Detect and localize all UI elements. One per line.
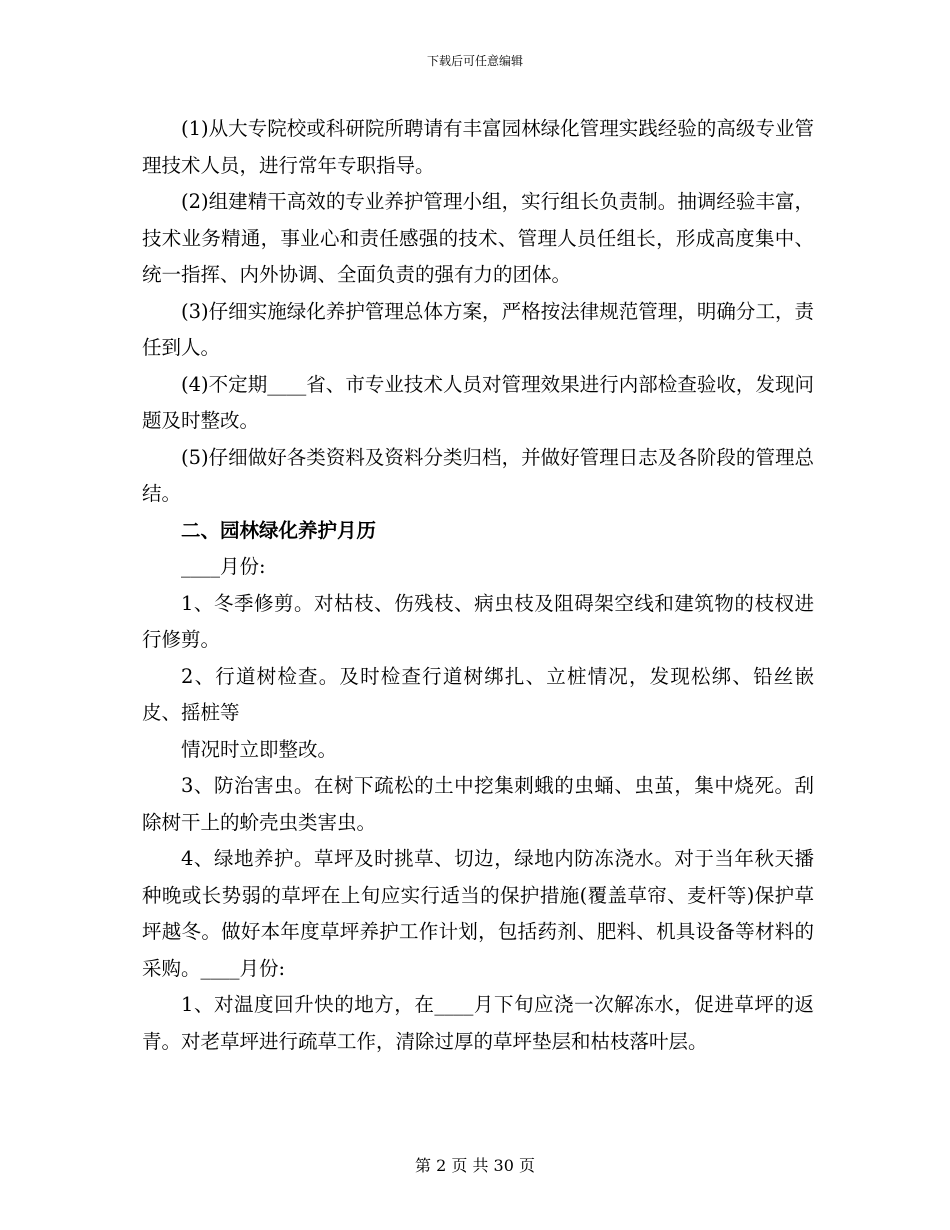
task-street-tree-check: 2、行道树检查。及时检查行道树绑扎、立桩情况，发现松绑、铅丝嵌皮、摇桩等: [142, 664, 814, 724]
paragraph-item-3: (3)仔细实施绿化养护管理总体方案，严格按法律规范管理，明确分工，责任到人。: [142, 299, 814, 359]
paragraph-item-5: (5)仔细做好各类资料及资料分类归档，并做好管理日志及各阶段的管理总结。: [142, 445, 814, 505]
page-footer: 第 2 页 共 30 页: [415, 1156, 535, 1175]
month-label: ____月份:: [181, 555, 266, 578]
paragraph-item-2: (2)组建精干高效的专业养护管理小组，实行组长负责制。抽调经验丰富，技术业务精通，事业心和责任感强的技术、管理人员任组长，形成高度集中、统一指挥、内外协调、全面负责的强有力的团体。: [142, 190, 814, 286]
paragraph-item-4: (4)不定期____省、市专业技术人员对管理效果进行内部检查验收，发现问题及时整改。: [142, 372, 814, 432]
document-body: [142, 111, 814, 1060]
section-heading: 二、园林绿化养护月历: [181, 518, 377, 542]
task-street-tree-check-continued: 情况时立即整改。: [181, 737, 338, 761]
task-pest-control: 3、防治害虫。在树下疏松的土中挖集刺蛾的虫蛹、虫茧，集中烧死。刮除树干上的蚧壳虫类害虫。: [142, 774, 814, 834]
paragraph-item-1: (1)从大专院校或科研院所聘请有丰富园林绿化管理实践经验的高级专业管理技术人员，进行常年专职指导。: [142, 117, 814, 177]
page-header: 下载后可任意编辑: [426, 54, 523, 68]
task-thaw-watering: 1、对温度回升快的地方，在____月下旬应浇一次解冻水，促进草坪的返青。对老草坪进行疏草工作，清除过厚的草坪垫层和枯枝落叶层。: [142, 993, 814, 1053]
task-winter-pruning: 1、冬季修剪。对枯枝、伤残枝、病虫枝及阻碍架空线和建筑物的枝杈进行修剪。: [142, 591, 814, 651]
task-green-maintenance: 4、绿地养护。草坪及时挑草、切边，绿地内防冻浇水。对于当年秋天播种晚或长势弱的草坪在上旬应实行适当的保护措施(覆盖草帘、麦杆等)保护草坪越冬。做好本年度草坪养护工作计划，包括药剂、肥料、机具设备等材料的采购。____月份:: [142, 847, 814, 980]
